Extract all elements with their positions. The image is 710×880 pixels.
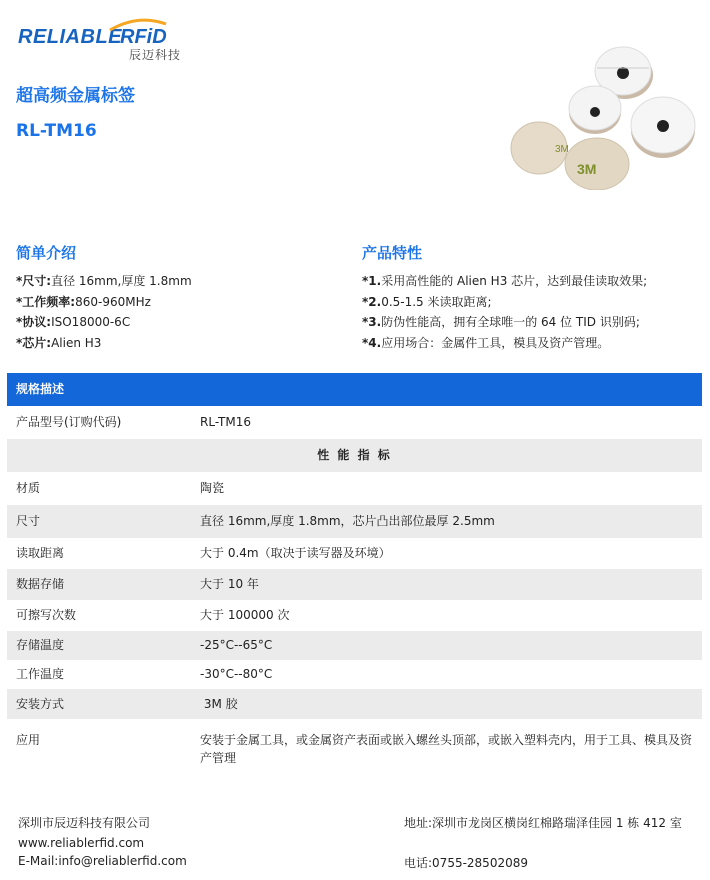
spec-header-label: 规格描述 (16, 382, 65, 396)
table-row (7, 719, 702, 769)
row-value: 大于 100000 次 (200, 608, 290, 622)
intro-item: *协议:ISO18000-6C (16, 315, 131, 329)
features-heading: 产品特性 (362, 244, 423, 262)
table-row (7, 538, 702, 569)
tag-back-2 (569, 86, 621, 134)
row-value: 3M 胶 (200, 697, 238, 711)
row-key: 产品型号(订购代码) (16, 415, 122, 429)
footer-company: 深圳市辰迈科技有限公司 (18, 816, 151, 830)
table-row (7, 472, 702, 505)
table-row (7, 631, 702, 660)
intro-list (16, 271, 192, 353)
table-row (7, 569, 702, 600)
svg-text:3M: 3M (555, 144, 569, 155)
spec-table-header (7, 373, 702, 406)
product-model: RL-TM16 (16, 121, 97, 141)
row-key: 尺寸 (16, 514, 41, 528)
row-key: 数据存储 (16, 577, 65, 591)
spec-table (7, 406, 702, 769)
feature-item: *4.应用场合：金属件工具，模具及资产管理。 (362, 335, 610, 350)
feature-item: *2.0.5-1.5 米读取距离; (362, 294, 492, 309)
features-list (362, 271, 647, 353)
row-key: 安装方式 (16, 697, 65, 711)
footer-email-link[interactable]: E-Mail:info@reliablerfid.com (18, 854, 187, 868)
row-key: 读取距离 (16, 546, 65, 560)
section-title: 性 能 指 标 (317, 448, 392, 462)
table-row (7, 406, 702, 439)
intro-item: *尺寸:直径 16mm,厚度 1.8mm (16, 274, 192, 288)
row-key: 工作温度 (16, 667, 65, 681)
intro-heading: 简单介绍 (16, 244, 77, 262)
table-row (7, 505, 702, 538)
row-value: -30°C--80°C (200, 667, 273, 681)
image-3m-label: 3M (577, 161, 597, 177)
table-row (7, 689, 702, 719)
logo-chinese-text: 辰迈科技 (129, 48, 182, 62)
row-key: 材质 (16, 481, 41, 495)
table-row (7, 600, 702, 631)
tag-front-right (565, 138, 629, 190)
company-logo (18, 18, 188, 62)
footer-address: 地址:深圳市龙岗区横岗红棉路瑞泽佳园 1 栋 412 室 (404, 816, 682, 830)
table-row (7, 660, 702, 689)
intro-item: *芯片:Alien H3 (16, 335, 102, 350)
row-key: 存储温度 (16, 638, 65, 652)
product-image (505, 40, 705, 190)
footer-website-link[interactable]: www.reliablerfid.com (18, 836, 145, 850)
row-key: 可擦写次数 (16, 608, 77, 622)
tag-back-3 (631, 97, 695, 158)
feature-item: *1.采用高性能的 Alien H3 芯片，达到最佳读取效果; (362, 274, 648, 288)
row-value: 大于 0.4m（取决于读写器及环境） (200, 546, 391, 560)
row-value: 陶瓷 (200, 481, 225, 495)
feature-item: *3.防伪性能高，拥有全球唯一的 64 位 TID 识别码; (362, 315, 640, 329)
section-row (7, 439, 702, 472)
logo-rfid-text: RFiD (120, 26, 167, 48)
row-key: 应用 (16, 733, 41, 747)
row-value: 大于 10 年 (200, 577, 259, 591)
row-value: -25°C--65°C (200, 638, 273, 652)
tag-front-left (511, 122, 569, 174)
row-value: 安装于金属工具，或金属资产表面或嵌入螺丝头顶部，或嵌入塑料壳内，用于工具、模具及资产管理 (200, 733, 693, 765)
footer-phone: 电话:0755-28502089 (404, 856, 528, 870)
logo-brand-text: RELIABLE (18, 26, 122, 48)
row-value: RL-TM16 (200, 415, 251, 429)
product-title: 超高频金属标签 (16, 86, 135, 106)
row-value: 直径 16mm,厚度 1.8mm，芯片凸出部位最厚 2.5mm (200, 514, 495, 528)
intro-item: *工作频率:860-960MHz (16, 294, 151, 309)
